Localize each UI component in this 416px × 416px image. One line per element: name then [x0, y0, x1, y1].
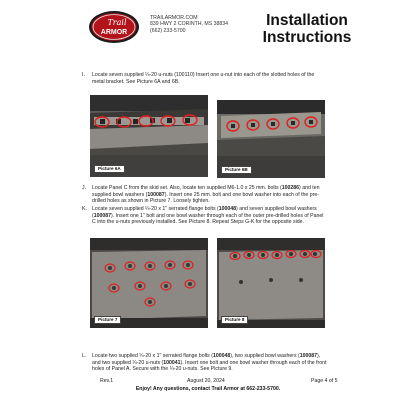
contact-line: Enjoy! Any questions, contact Trail Armor at 662-233-5700. — [135, 386, 281, 392]
page-title: Installation Instructions — [262, 12, 352, 46]
picture-6b — [217, 100, 325, 178]
svg-text:Trail: Trail — [107, 18, 127, 27]
picture-7 — [90, 238, 208, 328]
step-i — [82, 72, 382, 86]
step-number: L. — [82, 353, 87, 359]
company-info — [150, 15, 228, 34]
svg-text:ARMOR: ARMOR — [100, 29, 128, 36]
document-date: August 20, 2024 — [187, 378, 225, 384]
company-address: 839 HWY 2 CORINTH, MS 38834 — [150, 21, 229, 28]
step-j — [82, 185, 382, 207]
picture-8-caption: Picture 8 — [221, 316, 248, 324]
company-url: TRAILARMOR.COM — [150, 15, 198, 21]
picture-6b-caption: Picture 6B — [221, 166, 252, 174]
step-number: K. — [82, 206, 87, 212]
step-k — [82, 206, 382, 228]
company-phone: (662) 233-5700 — [150, 27, 186, 34]
step-text: Locate two supplied ¼-20 x 1" serrated flange bolts (100048), two supplied bowl washers (100087), and two supplied ¼-20 u-nuts (100041). Insert one bolt and one bowl washer through each of the front holes of Panel A. Secure with the ¼-20 u-nuts. See Picture 9. — [92, 353, 327, 373]
page-number: Page 4 of 5 — [311, 378, 338, 384]
step-text: Locate Panel C from the skid set. Also, locate ten supplied M6-1.0 x 25 mm. bolts (100286) and ten supplied bowl washers (100087). Insert one 25 mm. bolt and one bowl washer into each of the pre- drilled holes as shown in Picture 7. Loosely tighten. — [92, 185, 320, 205]
picture-6a — [90, 95, 208, 177]
step-text: Locate seven supplied ¼-20 x 1" serrated flange bolts (100048) and seven supplied bowl washers (100087). Insert one 1" bolt and one bowl washer through each of the outer pre-drilled holes of Panel C into the u-nuts previously installed. See Picture 8. Repeat Steps G-K for the opposite side. — [92, 206, 324, 226]
picture-7-caption: Picture 7 — [94, 316, 121, 324]
revision-label: Rev.1 — [100, 378, 114, 384]
picture-8 — [217, 238, 325, 328]
picture-6a-caption: Picture 6A — [94, 165, 125, 173]
page-footer — [0, 378, 416, 386]
step-text: Locate seven supplied ¼-20 u-nuts (100110) Insert one u-nut into each of the slotted holes of the metal bracket. See Picture 6A and 6B. — [92, 72, 315, 85]
step-number: J. — [82, 185, 87, 191]
trail-armor-logo — [88, 10, 140, 44]
step-l — [82, 353, 382, 375]
step-number: I. — [82, 72, 85, 78]
